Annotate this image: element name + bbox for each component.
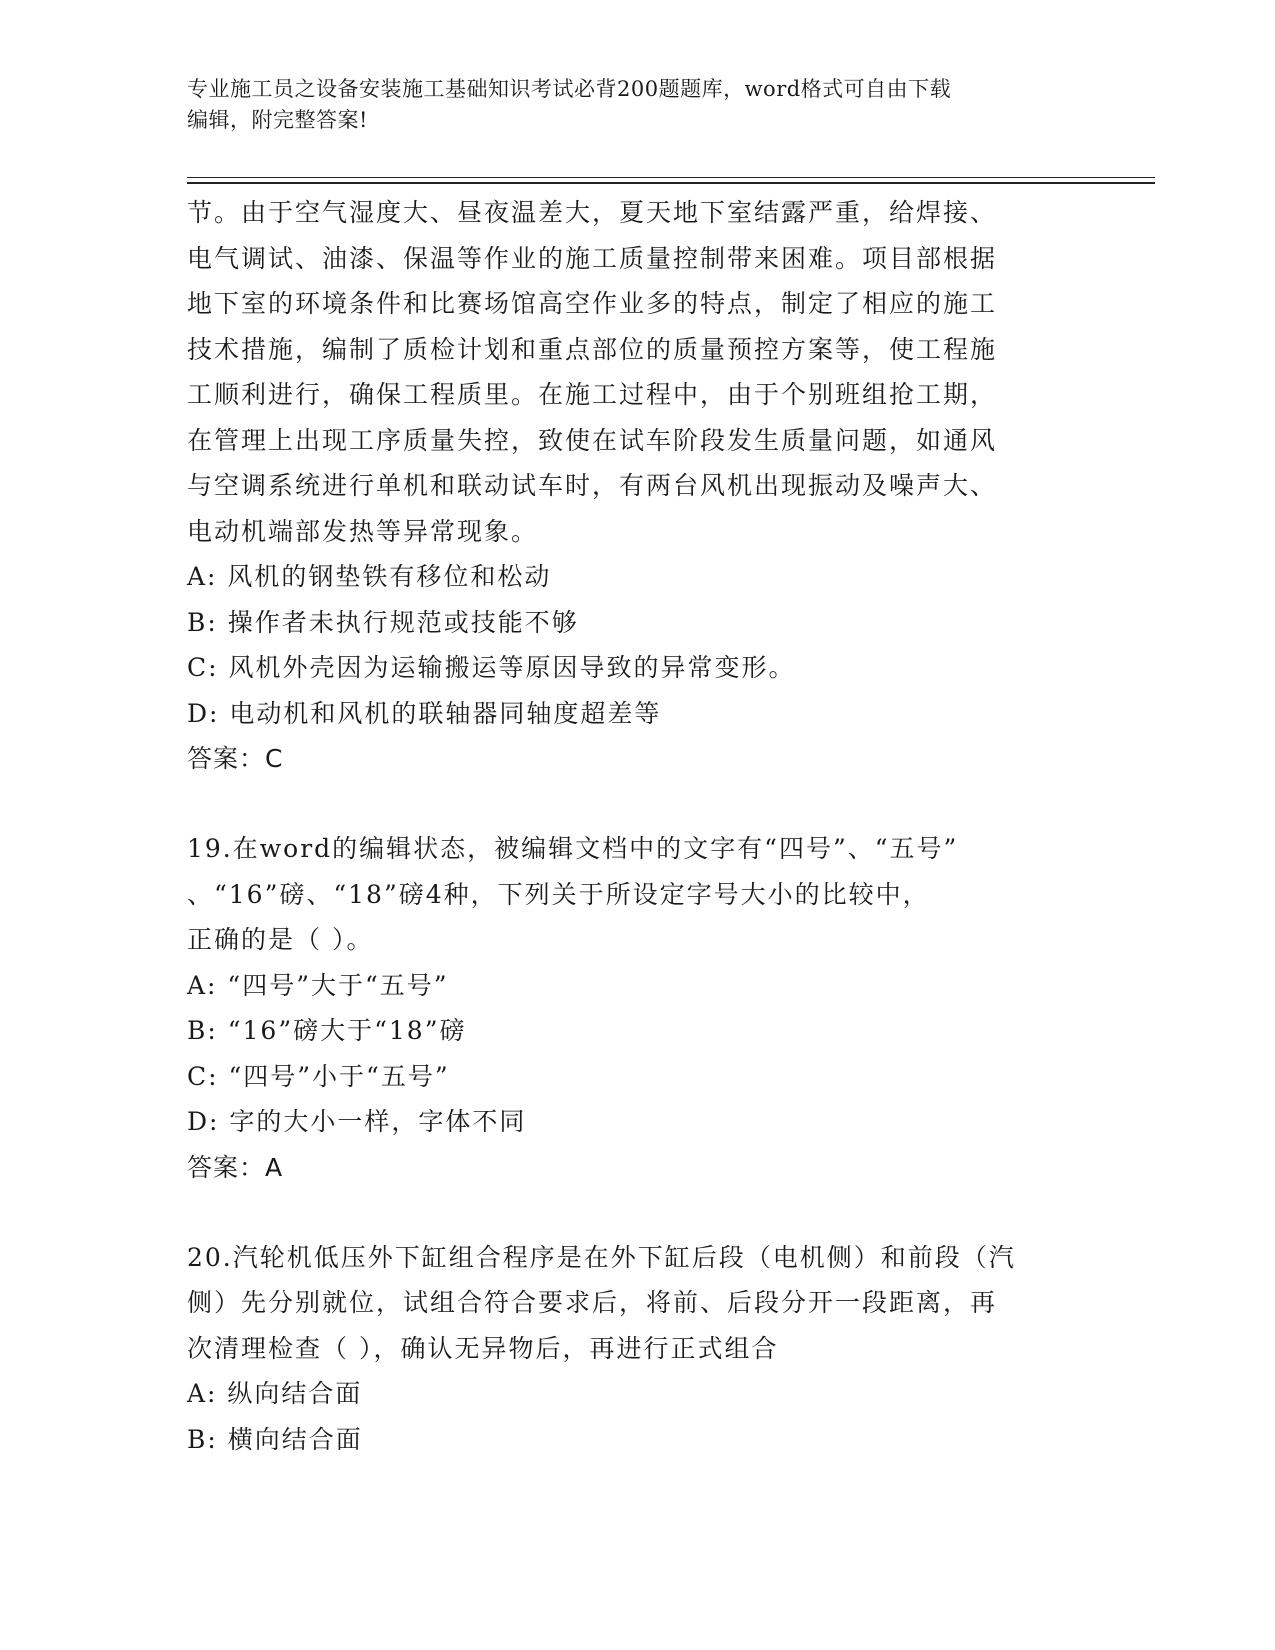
option-d: D: 字的大小一样，字体不同 xyxy=(187,1107,527,1136)
question-stem-line: 技术措施，编制了质检计划和重点部位的质量预控方案等，使工程施 xyxy=(187,334,998,364)
question-18 xyxy=(187,190,1087,782)
option-a: A: 纵向结合面 xyxy=(187,1379,363,1408)
option-b: B: “16”磅大于“18”磅 xyxy=(187,1016,467,1045)
answer-label: 答案：C xyxy=(187,744,284,773)
header-line-1: 专业施工员之设备安装施工基础知识考试必背200题题库，word格式可自由下载 xyxy=(187,77,952,101)
question-stem-line: 工顺利进行，确保工程质里。在施工过程中，由于个别班组抢工期， xyxy=(187,380,998,409)
question-20 xyxy=(187,1235,1087,1463)
question-stem-line: 次清理检查（ ），确认无异物后，再进行正式组合 xyxy=(187,1333,779,1363)
option-c: C: 风机外壳因为运输搬运等原因导致的异常变形。 xyxy=(187,653,796,682)
question-stem-line: 正确的是（ ）。 xyxy=(187,925,374,954)
question-gap xyxy=(187,1191,1087,1235)
question-19 xyxy=(187,826,1087,1191)
option-b: B: 横向结合面 xyxy=(187,1424,363,1454)
question-stem-line: 节。由于空气湿度大、昼夜温差大，夏天地下室结露严重，给焊接、 xyxy=(187,198,998,227)
question-stem-line: 在管理上出现工序质量失控，致使在试车阶段发生质量问题，如通风 xyxy=(187,425,998,455)
question-stem-line: 电气调试、油漆、保温等作业的施工质量控制带来困难。项目部根据 xyxy=(187,243,998,273)
document-header xyxy=(187,74,1067,136)
header-rule-thick xyxy=(187,182,1155,184)
option-b: B: 操作者未执行规范或技能不够 xyxy=(187,607,579,637)
question-stem-line: 20.汽轮机低压外下缸组合程序是在外下缸后段（电机侧）和前段（汽 xyxy=(187,1242,1016,1272)
question-gap xyxy=(187,782,1087,826)
document-body xyxy=(187,190,1087,1462)
question-stem-line: 与空调系统进行单机和联动试车时，有两台风机出现振动及噪声大、 xyxy=(187,471,998,500)
question-stem-line: 侧）先分别就位，试组合符合要求后，将前、后段分开一段距离，再 xyxy=(187,1288,998,1317)
option-d: D: 电动机和风机的联轴器同轴度超差等 xyxy=(187,698,662,728)
option-a: A: “四号”大于“五号” xyxy=(187,970,449,1000)
question-stem-line: 地下室的环境条件和比赛场馆高空作业多的特点，制定了相应的施工 xyxy=(187,289,998,318)
option-a: A: 风机的钢垫铁有移位和松动 xyxy=(187,562,552,591)
question-stem-line: 、“16”磅、“18”磅4种，下列关于所设定字号大小的比较中， xyxy=(187,879,930,909)
header-line-2: 编辑，附完整答案! xyxy=(187,108,368,132)
question-stem-line: 电动机端部发热等异常现象。 xyxy=(187,516,539,546)
question-stem-line: 19.在word的编辑状态，被编辑文档中的文字有“四号”、“五号” xyxy=(187,834,959,863)
option-c: C: “四号”小于“五号” xyxy=(187,1061,450,1091)
answer-label: 答案：A xyxy=(187,1152,284,1182)
header-rule-thin xyxy=(187,177,1155,178)
